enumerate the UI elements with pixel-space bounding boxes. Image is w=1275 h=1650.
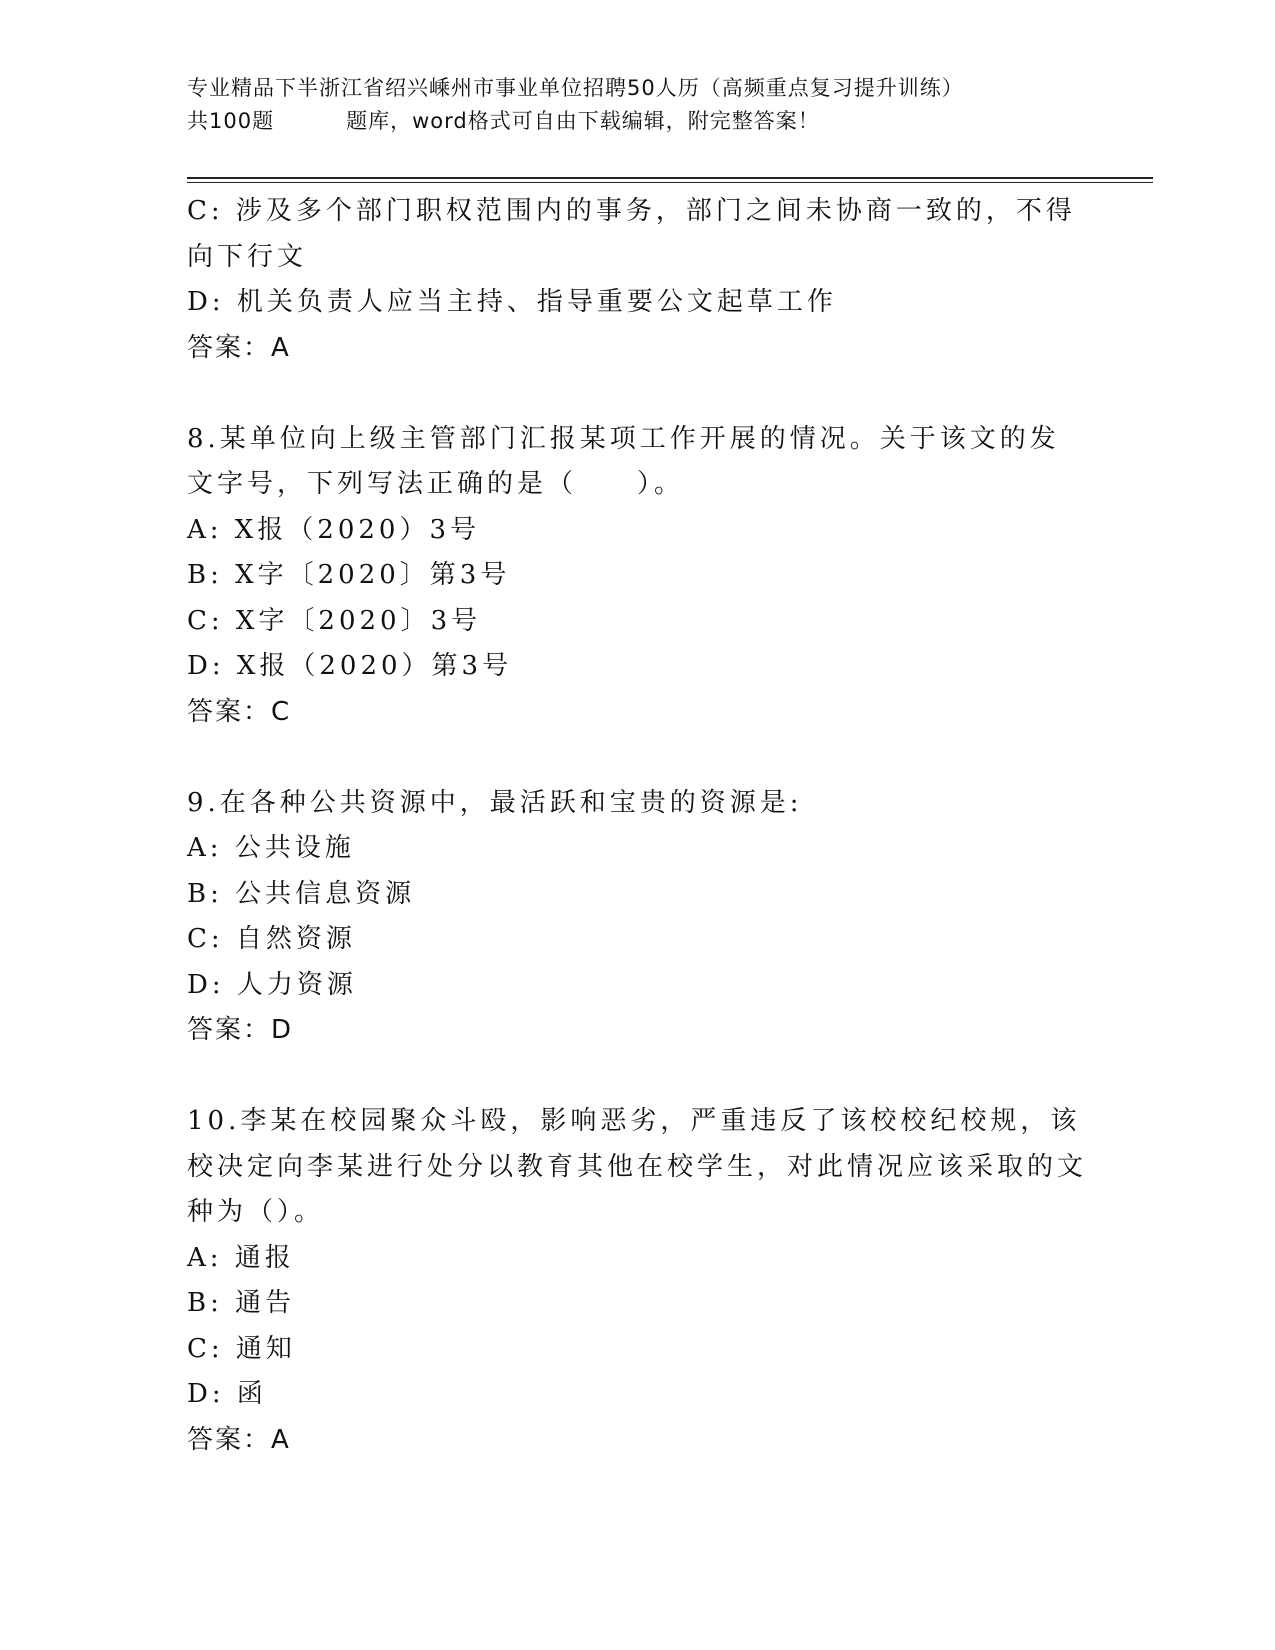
question-stem: 10.李某在校园聚众斗殴，影响恶劣，严重违反了该校校纪校规，该校决定向李某进行处分以教育其他在校学生，对此情况应该采取的文种为（）。 — [187, 1106, 1088, 1227]
option-d: D: 机关负责人应当主持、指导重要公文起草工作 — [187, 287, 837, 317]
option-b: B: 公共信息资源 — [187, 878, 416, 909]
question-list — [187, 189, 1087, 1463]
question-stem: 9.在各种公共资源中，最活跃和宝贵的资源是: — [187, 787, 803, 818]
answer-line: 答案：C — [187, 696, 292, 727]
header-description: 题库，word格式可自由下载编辑，附完整答案！ — [346, 109, 820, 133]
option-c: C: X字〔2020〕3号 — [187, 605, 482, 636]
header-title-line: 专业精品下半浙江省绍兴嵊州市事业单位招聘50人历（高频重点复习提升训练） — [187, 76, 964, 100]
header-rule-thick — [187, 177, 1153, 179]
question-spacer — [187, 1054, 1087, 1100]
option-a: A: X报（2020）3号 — [187, 514, 481, 545]
option-d: D: 函 — [187, 1379, 267, 1409]
question-8 — [187, 417, 1087, 736]
option-a: A: 通报 — [187, 1242, 295, 1273]
answer-line: 答案：D — [187, 1015, 294, 1045]
header-subtitle-line — [187, 105, 1107, 138]
option-c: C: 自然资源 — [187, 924, 356, 954]
option-b: B: X字〔2020〕第3号 — [187, 560, 511, 590]
question-stem: 8.某单位向上级主管部门汇报某项工作开展的情况。关于该文的发文字号，下列写法正确的是（ ）。 — [187, 423, 1060, 499]
header-question-count: 共100题 — [187, 109, 275, 133]
option-b: B: 通告 — [187, 1288, 296, 1318]
question-7-tail — [187, 189, 1087, 371]
option-d: D: X报（2020）第3号 — [187, 651, 513, 681]
answer-line: 答案：A — [187, 1424, 291, 1455]
question-spacer — [187, 371, 1087, 417]
answer-line: 答案：A — [187, 332, 291, 363]
header-rule-thin — [187, 182, 1153, 183]
document-header — [187, 72, 1107, 138]
option-c: C: 通知 — [187, 1333, 296, 1364]
option-a: A: 公共设施 — [187, 833, 355, 863]
option-c: C: 涉及多个部门职权范围内的事务，部门之间未协商一致的，不得向下行文 — [187, 196, 1076, 272]
question-9 — [187, 781, 1087, 1054]
question-spacer — [187, 735, 1087, 781]
option-d: D: 人力资源 — [187, 969, 357, 1000]
question-10 — [187, 1099, 1087, 1463]
